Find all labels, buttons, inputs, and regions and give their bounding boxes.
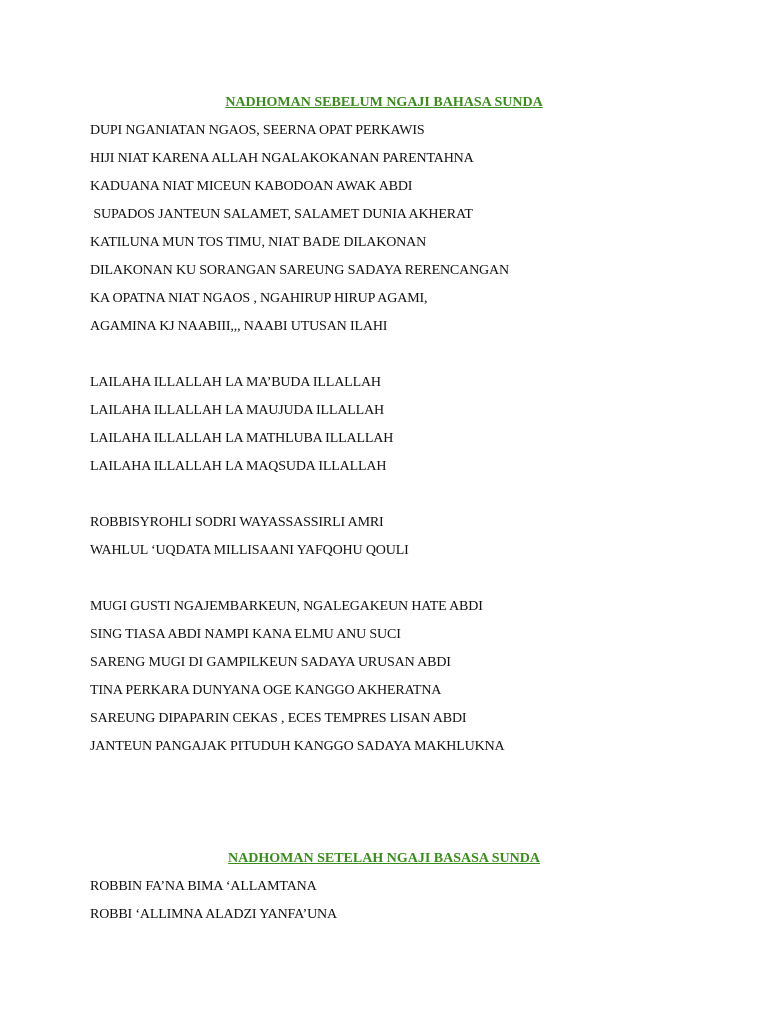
text-line: ROBBI ‘ALLIMNA ALADZI YANFA’UNA — [90, 907, 337, 922]
text-line: ROBBISYROHLI SODRI WAYASSASSIRLI AMRI — [90, 515, 384, 530]
text-line: SARENG MUGI DI GAMPILKEUN SADAYA URUSAN ABDI — [90, 655, 451, 670]
text-line: LAILAHA ILLALLAH LA MATHLUBA ILLALLAH — [90, 431, 394, 446]
text-line: AGAMINA KJ NAABIII,,, NAABI UTUSAN ILAHI — [90, 319, 388, 334]
text-line: SAREUNG DIPAPARIN CEKAS , ECES TEMPRES LISAN ABDI — [90, 711, 467, 726]
text-line: KATILUNA MUN TOS TIMU, NIAT BADE DILAKONAN — [90, 235, 427, 250]
text-line: HIJI NIAT KARENA ALLAH NGALAKOKANAN PARENTAHNA — [90, 151, 474, 166]
text-line: KADUANA NIAT MICEUN KABODOAN AWAK ABDI — [90, 179, 413, 194]
section-heading-after-ngaji: NADHOMAN SETELAH NGAJI BASASA SUNDA — [228, 851, 540, 866]
text-line: DUPI NGANIATAN NGAOS, SEERNA OPAT PERKAWIS — [90, 123, 425, 138]
text-line: ROBBIN FA’NA BIMA ‘ALLAMTANA — [90, 879, 317, 894]
text-line: SING TIASA ABDI NAMPI KANA ELMU ANU SUCI — [90, 627, 401, 642]
text-line: LAILAHA ILLALLAH LA MAUJUDA ILLALLAH — [90, 403, 385, 418]
text-line: SUPADOS JANTEUN SALAMET, SALAMET DUNIA AKHERAT — [90, 207, 473, 222]
text-line: JANTEUN PANGAJAK PITUDUH KANGGO SADAYA MAKHLUKNA — [90, 739, 505, 754]
text-line: KA OPATNA NIAT NGAOS , NGAHIRUP HIRUP AGAMI, — [90, 291, 428, 306]
text-line: TINA PERKARA DUNYANA OGE KANGGO AKHERATNA — [90, 683, 442, 698]
text-line: MUGI GUSTI NGAJEMBARKEUN, NGALEGAKEUN HATE ABDI — [90, 599, 483, 614]
section-heading-before-ngaji: NADHOMAN SEBELUM NGAJI BAHASA SUNDA — [225, 95, 543, 110]
text-line: DILAKONAN KU SORANGAN SAREUNG SADAYA RERENCANGAN — [90, 263, 509, 278]
text-line: LAILAHA ILLALLAH LA MAQSUDA ILLALLAH — [90, 459, 387, 474]
text-line: LAILAHA ILLALLAH LA MA’BUDA ILLALLAH — [90, 375, 381, 390]
text-line: WAHLUL ‘UQDATA MILLISAANI YAFQOHU QOULI — [90, 543, 409, 558]
